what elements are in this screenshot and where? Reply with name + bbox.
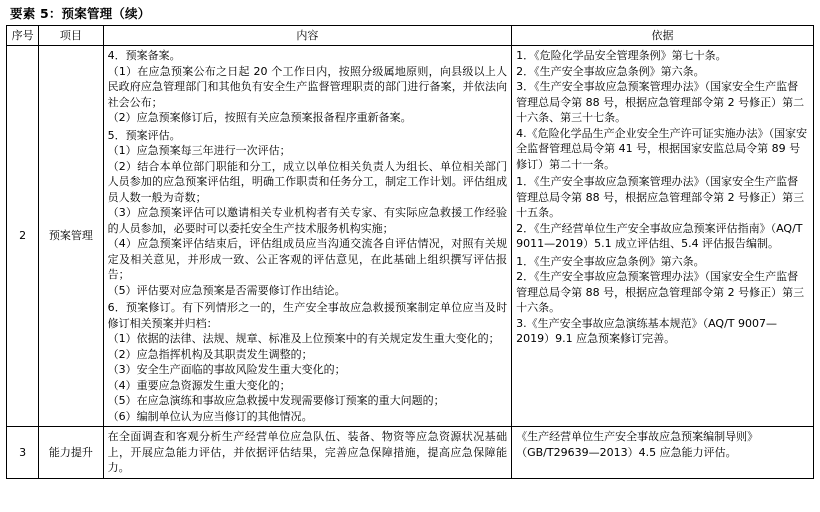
basis-line: 3.《生产安全事故应急演练基本规范》（AQ/T 9007—2019）9.1 应急预案修订完善。 — [516, 316, 777, 345]
row-item-name: 能力提升 — [39, 427, 103, 479]
row-basis — [512, 427, 814, 479]
content-line: （4）应急预案评估结束后，评估组成员应当沟通交流各自评估情况，对照有关规定及相关意见，并形成一致、公正客观的评估意见，在此基础上组织撰写评估报告； — [107, 237, 508, 281]
column-header-basis: 依据 — [512, 26, 814, 46]
basis-line: 2．《生产经营单位生产安全事故应急预案评估指南》（AQ/T 9011—2019）5.1 成立评估组、5.4 评估报告编制。 — [516, 221, 803, 250]
column-header-content: 内容 — [103, 26, 512, 46]
content-line: （5）评估要对应急预案是否需要修订作出结论。 — [107, 283, 346, 297]
basis-line: （GB/T29639—2013）4.5 应急能力评估。 — [516, 445, 737, 459]
content-line: 5．预案评估。 — [107, 128, 181, 142]
content-line: （2）应急指挥机构及其职责发生调整的； — [107, 347, 313, 361]
content-line: （1）应急预案每三年进行一次评估； — [107, 144, 291, 157]
requirements-table — [6, 25, 814, 479]
basis-line: 1．《生产安全事故应急条例》第六条。 — [516, 254, 705, 268]
basis-line: 1．《危险化学品安全管理条例》第七十条。 — [516, 49, 727, 62]
basis-line: 4.《危险化学品生产企业安全生产许可证实施办法》（国家安全监督管理总局令第 41 号，根据国家安监总局令第 89 号修订）第二十一条。 — [516, 126, 808, 171]
content-line: （5）在应急演练和事故应急救援中发现需要修订预案的重大问题的； — [107, 394, 445, 407]
row-number: 2 — [7, 46, 39, 427]
content-line: 在全面调查和客观分析生产经营单位应急队伍、装备、物资等应急资源状况基础上，开展应急能力评估，并依据评估结果，完善应急保障措施，提高应急保障能力。 — [107, 430, 508, 474]
content-line: （1）依据的法律、法规、规章、标准及上位预案中的有关规定发生重大变化的； — [107, 332, 500, 345]
basis-line: 2．《生产安全事故应急条例》第六条。 — [516, 64, 705, 78]
row-basis — [512, 46, 814, 427]
content-line: 6．预案修订。有下列情形之一的，生产安全事故应急救援预案制定单位应当及时修订相关预案并归档： — [107, 301, 508, 330]
content-line: （6）编制单位认为应当修订的其他情况。 — [107, 409, 313, 423]
content-line: （3）安全生产面临的事故风险发生重大变化的； — [107, 363, 346, 376]
row-content — [103, 46, 512, 427]
column-header-item: 项目 — [39, 26, 103, 46]
content-line: （2）应急预案修订后，按照有关应急预案报备程序重新备案。 — [107, 111, 412, 124]
table-row — [7, 46, 814, 427]
table-row — [7, 427, 814, 479]
basis-line: 《生产经营单位生产安全事故应急预案编制导则》 — [516, 430, 759, 443]
content-line: 4．预案备案。 — [107, 49, 181, 62]
row-item-name: 预案管理 — [39, 46, 103, 427]
column-header-no: 序号 — [7, 26, 39, 46]
page-title: 要素 5：预案管理（续） — [10, 6, 151, 21]
basis-line: 1．《生产安全事故应急预案管理办法》（国家安全生产监督管理总局令第 88 号，根据应急管理部令第 2 号修正）第三十五条。 — [516, 175, 805, 219]
content-line: （2）结合本单位部门职能和分工，成立以单位相关负责人为组长、单位相关部门人员参加的应急预案评估组，明确工作职责和任务分工，制定工作计划。评估组成员人数一般为奇数； — [107, 159, 508, 204]
table-header — [7, 26, 814, 46]
row-content — [103, 427, 512, 479]
content-line: （3）应急预案评估可以邀请相关专业机构者有关专家、有实际应急救援工作经验的人员参加，必要时可以委托安全生产技术服务机构实施； — [107, 206, 508, 235]
basis-line: 2．《生产安全事故应急预案管理办法》（国家安全生产监督管理总局令第 88 号，根据应急管理部令第 2 号修正）第三十六条。 — [516, 270, 805, 314]
table-header-row — [7, 26, 814, 46]
content-line: （1）在应急预案公布之日起 20 个工作日内，按照分级属地原则，向县级以上人民政府应急管理部门和其他负有安全生产监督管理职责的部门进行备案，并依法向社会公布； — [107, 64, 508, 109]
content-line: （4）重要应急资源发生重大变化的； — [107, 378, 291, 392]
row-number: 3 — [7, 427, 39, 479]
basis-line: 3．《生产安全事故应急预案管理办法》（国家安全生产监督管理总局令第 88 号，根据应急管理部令第 2 号修正）第二十六条、第三十七条。 — [516, 80, 805, 124]
table-body — [7, 46, 814, 479]
